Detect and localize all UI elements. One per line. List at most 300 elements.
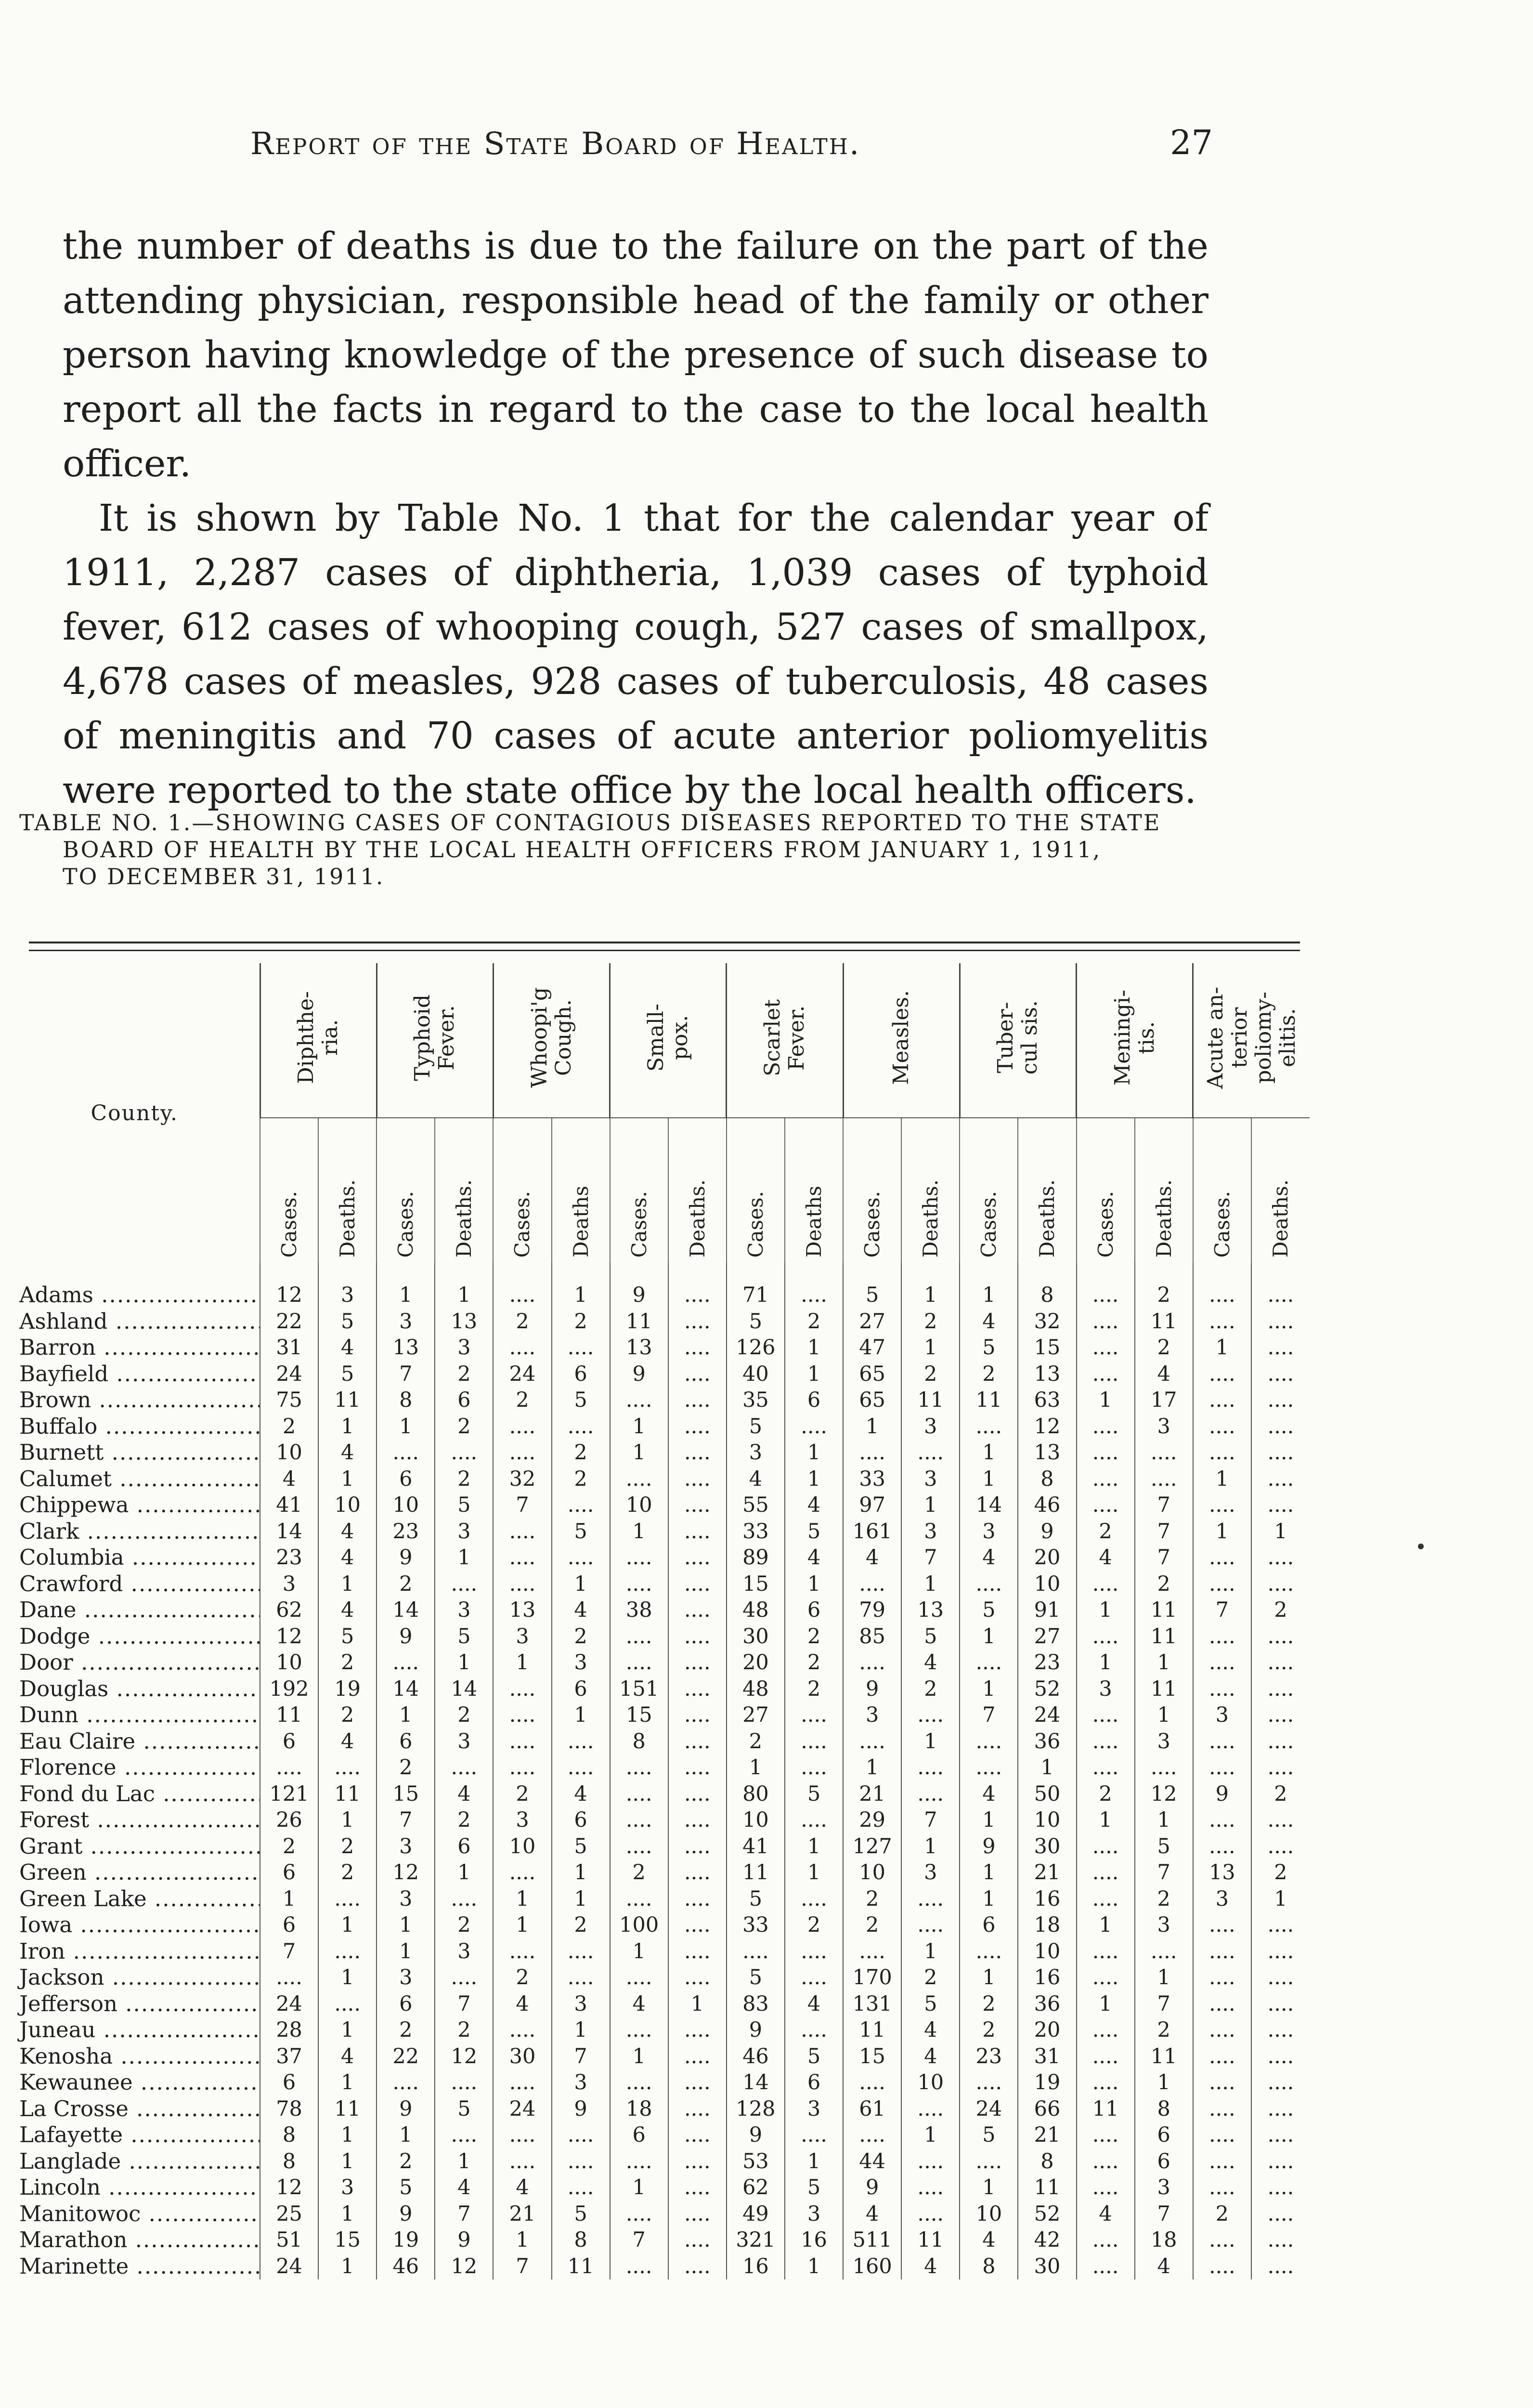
cases-cell: .... (1193, 1571, 1251, 1597)
deaths-cell: 1 (1135, 1702, 1193, 1728)
cases-cell: 2 (727, 1728, 785, 1755)
deaths-cell: 1 (318, 1413, 377, 1440)
cases-cell: 5 (727, 1964, 785, 1991)
cases-cell: 7 (493, 1492, 551, 1518)
sub-header-deaths: Deaths. (1251, 1118, 1310, 1263)
deaths-cell: 2 (1135, 1571, 1193, 1597)
sub-header-deaths: Deaths. (901, 1118, 960, 1263)
deaths-cell: 6 (785, 1597, 843, 1623)
deaths-cell: .... (668, 2069, 727, 2096)
cases-cell: .... (1193, 1282, 1251, 1309)
cases-cell: 6 (260, 1728, 318, 1755)
cases-cell: 13 (1193, 1859, 1251, 1886)
cases-cell: .... (1193, 1991, 1251, 2017)
county-name: Iron ..... (10, 1938, 260, 1965)
cases-cell: 1 (260, 1886, 318, 1912)
cases-cell: .... (610, 1571, 668, 1597)
deaths-cell: 3 (1135, 1912, 1193, 1938)
sub-header-deaths: Deaths (785, 1118, 843, 1263)
deaths-cell: 3 (435, 1938, 493, 1965)
deaths-cell: 7 (435, 2201, 493, 2227)
caption-line-2: BOARD OF HEALTH BY THE LOCAL HEALTH OFFICERS FROM JANUARY 1, 1911, (63, 837, 1102, 863)
deaths-cell: .... (668, 1361, 727, 1387)
cases-cell: 10 (610, 1492, 668, 1518)
deaths-cell: 3 (552, 1649, 610, 1676)
deaths-cell: .... (552, 2174, 610, 2201)
cases-cell: 24 (260, 2253, 318, 2280)
cases-cell: 1 (843, 1754, 901, 1781)
cases-cell: .... (1077, 2227, 1135, 2253)
cases-cell: .... (1193, 1807, 1251, 1833)
county-name: Clark ..... (10, 1518, 260, 1545)
cases-cell: 13 (610, 1335, 668, 1361)
deaths-cell: 4 (785, 1492, 843, 1518)
deaths-cell: 52 (1018, 1676, 1076, 1702)
table-row (10, 2148, 1310, 2175)
deaths-cell: 1 (901, 1571, 960, 1597)
cases-cell: 8 (610, 1728, 668, 1755)
county-name: Green ..... (10, 1859, 260, 1886)
deaths-cell: 6 (785, 1387, 843, 1413)
deaths-cell: 4 (901, 2017, 960, 2043)
cases-cell: 121 (260, 1781, 318, 1807)
county-name: Douglas ..... (10, 1676, 260, 1702)
cases-cell: .... (1077, 2174, 1135, 2201)
deaths-cell: .... (1251, 1649, 1310, 1676)
cases-cell: .... (1077, 2253, 1135, 2280)
cases-cell: 192 (260, 1676, 318, 1702)
cases-cell: .... (1193, 1676, 1251, 1702)
caption-line-3: TO DECEMBER 31, 1911. (63, 864, 385, 890)
deaths-cell: 4 (318, 1544, 377, 1571)
deaths-cell: .... (1251, 1833, 1310, 1860)
deaths-cell: 2 (901, 1361, 960, 1387)
deaths-cell: 1 (318, 2017, 377, 2043)
deaths-cell: .... (552, 1492, 610, 1518)
deaths-cell: .... (785, 2122, 843, 2148)
cases-cell: 3 (493, 1623, 551, 1650)
cases-cell: .... (493, 1676, 551, 1702)
deaths-cell: .... (435, 1886, 493, 1912)
deaths-cell: .... (1251, 2227, 1310, 2253)
cases-cell: .... (1077, 1282, 1135, 1309)
cases-cell: .... (1193, 1309, 1251, 1335)
deaths-cell: .... (1251, 1282, 1310, 1309)
cases-cell: 5 (960, 1335, 1018, 1361)
deaths-cell: 1 (318, 2069, 377, 2096)
deaths-cell: 66 (1018, 2096, 1076, 2122)
deaths-cell: 2 (1251, 1859, 1310, 1886)
deaths-cell: 3 (435, 1518, 493, 1545)
table-row (10, 1571, 1310, 1597)
deaths-cell: 8 (1018, 1282, 1076, 1309)
cases-cell: 4 (960, 2227, 1018, 2253)
caption-line-1: TABLE NO. 1.—SHOWING CASES OF CONTAGIOUS DISEASES REPORTED TO THE STATE (19, 810, 1161, 836)
deaths-cell: 2 (552, 1912, 610, 1938)
deaths-cell: .... (1251, 1964, 1310, 1991)
cases-cell: 71 (727, 1282, 785, 1309)
deaths-cell: .... (552, 1413, 610, 1440)
stray-ink-dot (1418, 1544, 1424, 1549)
table-row (10, 1387, 1310, 1413)
cases-cell: .... (1077, 1702, 1135, 1728)
cases-cell: 7 (1193, 1597, 1251, 1623)
deaths-cell: 10 (901, 2069, 960, 2096)
cases-cell: 2 (610, 1859, 668, 1886)
cases-cell: .... (493, 1544, 551, 1571)
deaths-cell: .... (785, 1702, 843, 1728)
sub-header-cases: Cases. (1077, 1118, 1135, 1263)
deaths-cell: .... (668, 2174, 727, 2201)
county-name: Kenosha ..... (10, 2043, 260, 2070)
deaths-cell: 2 (1135, 1886, 1193, 1912)
sub-header-deaths: Deaths. (1018, 1118, 1076, 1263)
cases-cell: 2 (260, 1833, 318, 1860)
cases-cell: 33 (727, 1912, 785, 1938)
deaths-cell: .... (668, 1886, 727, 1912)
cases-cell: 37 (260, 2043, 318, 2070)
deaths-cell: 6 (1135, 2148, 1193, 2175)
deaths-cell: 3 (1135, 1728, 1193, 1755)
deaths-cell: .... (785, 1886, 843, 1912)
deaths-cell: 2 (435, 1466, 493, 1492)
deaths-cell: 2 (435, 2017, 493, 2043)
cases-cell: 1 (610, 1938, 668, 1965)
cases-cell: 41 (727, 1833, 785, 1860)
cases-cell: 2 (377, 2148, 435, 2175)
deaths-cell: 1 (901, 1492, 960, 1518)
cases-cell: 8 (260, 2122, 318, 2148)
county-name: Barron ..... (10, 1335, 260, 1361)
deaths-cell: 3 (552, 2069, 610, 2096)
cases-cell: .... (377, 1440, 435, 1466)
deaths-cell: .... (668, 2201, 727, 2227)
cases-cell: 65 (843, 1361, 901, 1387)
deaths-cell: .... (552, 2122, 610, 2148)
deaths-cell: .... (552, 2148, 610, 2175)
deaths-cell: 2 (318, 1859, 377, 1886)
cases-cell: .... (1193, 2174, 1251, 2201)
deaths-cell: 1 (1135, 1964, 1193, 1991)
cases-cell: 28 (260, 2017, 318, 2043)
county-name: Jefferson ..... (10, 1991, 260, 2017)
cases-cell: 22 (260, 1309, 318, 1335)
sub-header-deaths: Deaths. (435, 1118, 493, 1263)
deaths-cell: 36 (1018, 1991, 1076, 2017)
cases-cell: 24 (960, 2096, 1018, 2122)
deaths-cell: 2 (1251, 1597, 1310, 1623)
deaths-cell: 1 (318, 2122, 377, 2148)
cases-cell: .... (1193, 2069, 1251, 2096)
deaths-cell: 11 (1135, 2043, 1193, 2070)
table-row (10, 1518, 1310, 1545)
deaths-cell: 4 (318, 1440, 377, 1466)
cases-cell: 97 (843, 1492, 901, 1518)
cases-cell: 1 (377, 1938, 435, 1965)
page-number: 27 (1170, 123, 1213, 162)
deaths-cell: 9 (552, 2096, 610, 2122)
deaths-cell: 5 (901, 1991, 960, 2017)
cases-cell: 3 (377, 1886, 435, 1912)
deaths-cell: 13 (435, 1309, 493, 1335)
deaths-cell: .... (1251, 1676, 1310, 1702)
deaths-cell: .... (1251, 1728, 1310, 1755)
cases-cell: 2 (960, 1361, 1018, 1387)
deaths-cell: 6 (435, 1387, 493, 1413)
cases-cell: 53 (727, 2148, 785, 2175)
deaths-cell: 1 (785, 2148, 843, 2175)
county-name: Juneau ..... (10, 2017, 260, 2043)
deaths-cell: .... (901, 2174, 960, 2201)
deaths-cell: 16 (1018, 1964, 1076, 1991)
county-name: Brown ..... (10, 1387, 260, 1413)
deaths-cell: .... (668, 1597, 727, 1623)
deaths-cell: 27 (1018, 1623, 1076, 1650)
cases-cell: .... (493, 2017, 551, 2043)
cases-cell: .... (1193, 1440, 1251, 1466)
cases-cell: .... (1193, 2148, 1251, 2175)
deaths-cell: 1 (435, 1859, 493, 1886)
cases-cell: 10 (960, 2201, 1018, 2227)
deaths-cell: 2 (785, 1623, 843, 1650)
cases-cell: .... (1193, 2096, 1251, 2122)
deaths-cell: .... (1251, 2043, 1310, 2070)
sub-header-cases: Cases. (960, 1118, 1018, 1263)
group-header-poliomyelitis: Acute an- terior poliomy- elitis. (1193, 963, 1310, 1118)
county-name: Crawford ..... (10, 1571, 260, 1597)
cases-cell: 23 (377, 1518, 435, 1545)
deaths-cell: 1 (552, 1702, 610, 1728)
deaths-cell: .... (901, 1702, 960, 1728)
deaths-cell: 1 (901, 1728, 960, 1755)
cases-cell: 10 (260, 1440, 318, 1466)
deaths-cell: .... (668, 2043, 727, 2070)
cases-cell: 2 (493, 1964, 551, 1991)
deaths-cell: 1 (318, 1571, 377, 1597)
cases-cell: 1 (960, 1886, 1018, 1912)
deaths-cell: 1 (552, 2017, 610, 2043)
sub-header-deaths: Deaths. (1135, 1118, 1193, 1263)
cases-cell: 5 (960, 2122, 1018, 2148)
deaths-cell: .... (668, 1807, 727, 1833)
deaths-cell: .... (785, 1807, 843, 1833)
sub-header-deaths: Deaths. (668, 1118, 727, 1263)
deaths-cell: 4 (435, 2174, 493, 2201)
county-name: Fond du Lac ..... (10, 1781, 260, 1807)
cases-cell: 1 (1077, 1649, 1135, 1676)
cases-cell: 3 (727, 1440, 785, 1466)
deaths-cell: .... (1251, 2017, 1310, 2043)
cases-cell: 25 (260, 2201, 318, 2227)
cases-cell: 1 (610, 1440, 668, 1466)
deaths-cell: 1 (785, 2253, 843, 2280)
table-row (10, 2043, 1310, 2070)
cases-cell: .... (1193, 2043, 1251, 2070)
table-spacer-row (10, 1263, 1310, 1282)
cases-cell: 3 (493, 1807, 551, 1833)
cases-cell: .... (610, 1387, 668, 1413)
cases-cell: 1 (1193, 1518, 1251, 1545)
cases-cell: .... (610, 2253, 668, 2280)
cases-cell: .... (960, 1728, 1018, 1755)
cases-cell: .... (493, 2069, 551, 2096)
sub-header-cases: Cases. (610, 1118, 668, 1263)
cases-cell: 2 (493, 1309, 551, 1335)
cases-cell: 3 (960, 1518, 1018, 1545)
deaths-cell: 9 (435, 2227, 493, 2253)
cases-cell: 46 (377, 2253, 435, 2280)
cases-cell: 9 (377, 1623, 435, 1650)
deaths-cell: 10 (1018, 1807, 1076, 1833)
deaths-cell: 1 (435, 1282, 493, 1309)
deaths-cell: 4 (318, 2043, 377, 2070)
deaths-cell: .... (668, 1964, 727, 1991)
deaths-cell: 1 (901, 1282, 960, 1309)
deaths-cell: .... (1135, 1466, 1193, 1492)
cases-cell: .... (1077, 2122, 1135, 2148)
table-row (10, 1440, 1310, 1466)
deaths-cell: 1 (435, 1544, 493, 1571)
deaths-cell: 1 (1018, 1754, 1076, 1781)
cases-cell: 1 (1077, 1597, 1135, 1623)
cases-cell: 30 (493, 2043, 551, 2070)
county-name: Marinette ..... (10, 2253, 260, 2280)
deaths-cell: .... (668, 1833, 727, 1860)
cases-cell: 11 (1077, 2096, 1135, 2122)
county-name: Columbia ..... (10, 1544, 260, 1571)
sub-header-cases: Cases. (727, 1118, 785, 1263)
deaths-cell: .... (901, 1912, 960, 1938)
table-row (10, 1938, 1310, 1965)
deaths-cell: 5 (318, 1361, 377, 1387)
cases-cell: 49 (727, 2201, 785, 2227)
cases-cell: 9 (727, 2017, 785, 2043)
deaths-cell: 9 (1018, 1518, 1076, 1545)
cases-cell: 131 (843, 1991, 901, 2017)
deaths-cell: 3 (552, 1991, 610, 2017)
deaths-cell: .... (552, 1728, 610, 1755)
deaths-cell: .... (668, 1649, 727, 1676)
cases-cell: 9 (377, 2096, 435, 2122)
deaths-cell: 11 (552, 2253, 610, 2280)
cases-cell: 16 (727, 2253, 785, 2280)
cases-cell: 44 (843, 2148, 901, 2175)
cases-cell: 2 (493, 1781, 551, 1807)
table-caption (19, 809, 1319, 890)
cases-cell: 7 (260, 1938, 318, 1965)
cases-cell: 65 (843, 1387, 901, 1413)
cases-cell: .... (960, 1649, 1018, 1676)
cases-cell: .... (377, 1649, 435, 1676)
table-row (10, 1492, 1310, 1518)
cases-cell: 15 (610, 1702, 668, 1728)
deaths-cell: 50 (1018, 1781, 1076, 1807)
deaths-cell: 2 (435, 1702, 493, 1728)
cases-cell: 2 (1077, 1518, 1135, 1545)
deaths-cell: 5 (552, 2201, 610, 2227)
deaths-cell: 1 (785, 1466, 843, 1492)
sub-header-cases: Cases. (260, 1118, 318, 1263)
deaths-cell: 2 (785, 1649, 843, 1676)
deaths-cell: .... (1251, 2069, 1310, 2096)
cases-cell: .... (493, 1859, 551, 1886)
cases-cell: .... (610, 1833, 668, 1860)
cases-cell: 4 (843, 2201, 901, 2227)
county-name: Dane ..... (10, 1597, 260, 1623)
cases-cell: 15 (377, 1781, 435, 1807)
deaths-cell: 42 (1018, 2227, 1076, 2253)
table-row (10, 1964, 1310, 1991)
cases-cell: 2 (843, 1886, 901, 1912)
cases-cell: .... (1193, 2227, 1251, 2253)
county-name: Manitowoc ..... (10, 2201, 260, 2227)
paragraph-2: It is shown by Table No. 1 that for the calendar year of 1911, 2,287 cases of diphtheria, 1,039 cases of typhoid fever, 612 cases of whooping cough, 527 cases of smallpox, 4,678 cases of measles, 928 cases of tuberculosis, 48 cases of meningitis and 70 cases of acute anterior poliomyelitis were reported to the state office by the local health officers. (63, 497, 1208, 812)
cases-cell: 1 (1193, 1335, 1251, 1361)
cases-cell: .... (493, 1938, 551, 1965)
county-name: Green Lake ..... (10, 1886, 260, 1912)
deaths-cell: .... (668, 1754, 727, 1781)
deaths-cell: 52 (1018, 2201, 1076, 2227)
deaths-cell: 5 (318, 1623, 377, 1650)
deaths-cell: 2 (552, 1623, 610, 1650)
table-top-rule (29, 942, 1300, 943)
cases-cell: 128 (727, 2096, 785, 2122)
cases-cell: .... (493, 1282, 551, 1309)
cases-cell: .... (1077, 2069, 1135, 2096)
county-name: Buffalo ..... (10, 1413, 260, 1440)
deaths-cell: 14 (435, 1676, 493, 1702)
table-row (10, 2174, 1310, 2201)
deaths-cell: 3 (1135, 2174, 1193, 2201)
paragraph-1: the number of deaths is due to the failure on the part of the attending physician, responsible head of the family or other person having knowledge of the presence of such disease to report all the facts in regard to the case to the local health officer. (63, 225, 1208, 485)
deaths-cell: .... (668, 1676, 727, 1702)
cases-cell: 89 (727, 1544, 785, 1571)
deaths-cell: 3 (435, 1597, 493, 1623)
cases-cell: .... (493, 2122, 551, 2148)
cases-cell: .... (960, 1571, 1018, 1597)
cases-cell: 1 (960, 1440, 1018, 1466)
cases-cell: 4 (493, 2174, 551, 2201)
cases-cell: 2 (377, 1571, 435, 1597)
cases-cell: 5 (727, 1309, 785, 1335)
cases-cell: 10 (727, 1807, 785, 1833)
cases-cell: .... (1193, 1413, 1251, 1440)
deaths-cell: 4 (318, 1335, 377, 1361)
deaths-cell: .... (435, 2122, 493, 2148)
deaths-cell: 3 (318, 1282, 377, 1309)
cases-cell: 126 (727, 1335, 785, 1361)
cases-cell: .... (1193, 2122, 1251, 2148)
deaths-cell: .... (318, 1938, 377, 1965)
deaths-cell: 5 (435, 1492, 493, 1518)
deaths-cell: .... (785, 1754, 843, 1781)
cases-cell: 170 (843, 1964, 901, 1991)
cases-cell: 10 (377, 1492, 435, 1518)
deaths-cell: 11 (1135, 1623, 1193, 1650)
county-name: Calumet ..... (10, 1466, 260, 1492)
deaths-cell: 2 (785, 1676, 843, 1702)
deaths-cell: .... (668, 1912, 727, 1938)
cases-cell: 1 (1077, 1991, 1135, 2017)
deaths-cell: 5 (785, 2174, 843, 2201)
deaths-cell: .... (901, 2096, 960, 2122)
deaths-cell: .... (668, 1938, 727, 1965)
deaths-cell: .... (435, 1754, 493, 1781)
sub-header-cases: Cases. (1193, 1118, 1251, 1263)
cases-cell: 29 (843, 1807, 901, 1833)
deaths-cell: 1 (901, 2122, 960, 2148)
cases-cell: .... (610, 1781, 668, 1807)
